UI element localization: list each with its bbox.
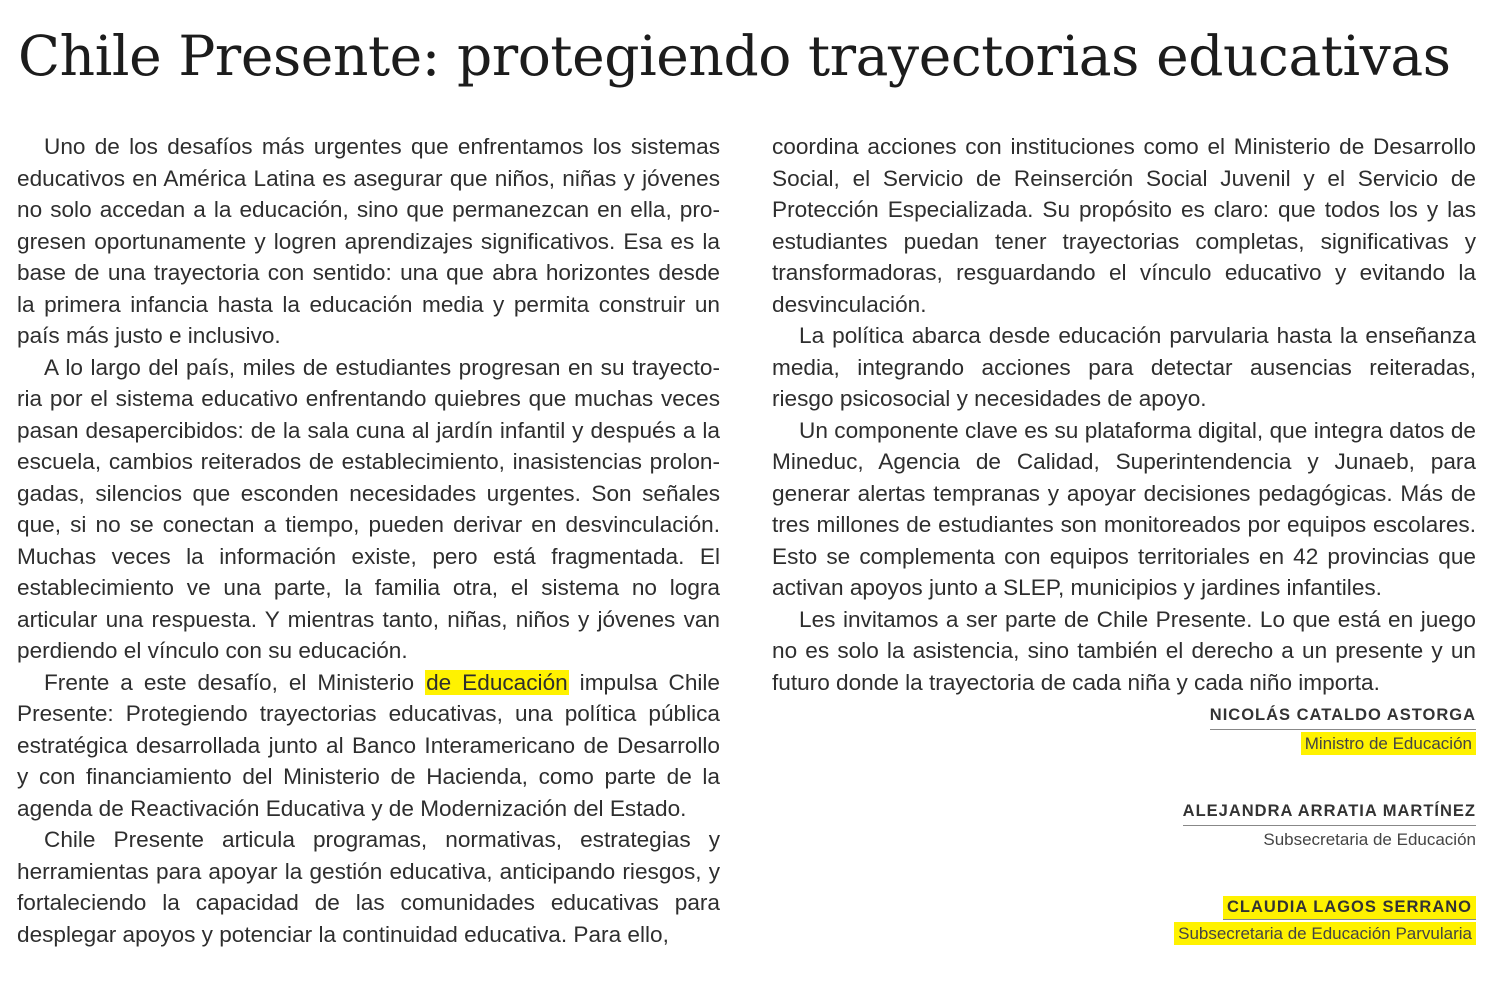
paragraph-text: Frente a este desafío, el Ministerio <box>44 669 426 695</box>
article-column-right <box>772 131 1476 698</box>
signature-undersecretary <box>1183 800 1476 850</box>
paragraph: La política abarca desde educación parvularia hasta la enseñanza media, integrando acciones para detectar ausencias reiteradas, riesgo psicosocial y necesidades de apoyo. <box>772 323 1476 411</box>
paragraph: coordina acciones con instituciones como el Ministerio de Desarrollo Social, el Servicio de Reinserción Social Juvenil y el Servicio de Protección Especializada. Su propósito es claro: que todos los y las estudiantes puedan tener trayectorias completas, significativas y transformadoras, resguardando el vínculo educativo y evitando la desvinculación. <box>772 134 1476 317</box>
paragraph <box>17 667 720 825</box>
signature-undersecretary-parvularia <box>1174 896 1476 944</box>
signer-role: Ministro de Educación <box>1301 732 1476 755</box>
signer-name: CLAUDIA LAGOS SERRANO <box>1223 896 1476 920</box>
paragraph: Les invitamos a ser parte de Chile Presente. Lo que está en juego no es solo la asistencia, sino también el derecho a un presente y un futuro donde la trayectoria de cada niña y cada niño importa. <box>772 606 1476 695</box>
paragraph: Chile Presente articula programas, normativas, estrategias y herramientas para apoyar la gestión educativa, anticipando riesgos, y fortaleciendo la capacidad de las comunidades educativas para desplegar apoyos y potenciar la continuidad educativa. Para ello, <box>17 827 720 947</box>
highlighted-text: de Educación <box>426 669 568 695</box>
article-column-left <box>17 131 720 950</box>
paragraph: Uno de los desafíos más urgentes que enfrentamos los sistemas educativos en América Latina es asegurar que niños, niñas y jóvenes no solo accedan a la educación, sino que permanezcan en ella, progresen oportunamente y logren aprendizajes significativos. Esa es la base de una trayectoria con sentido: una que abra horizontes desde la primera infancia hasta la educación media y permita construir un país más justo e inclusivo. <box>17 134 720 348</box>
article-headline: Chile Presente: protegiendo trayectorias educativas <box>18 24 1451 88</box>
signer-name: NICOLÁS CATALDO ASTORGA <box>1210 704 1476 730</box>
signer-role: Subsecretaria de Educación <box>1263 830 1476 849</box>
paragraph-text: impulsa Chile Presente: Protegiendo trayectorias educativas, una política pública estratégica desarrollada junto al Banco Interamericano de Desarrollo y con financiamiento del Ministerio de Hacienda, como parte de la agenda de Reactivación Educativa y de Modernización del Estado. <box>17 669 720 821</box>
signer-role: Subsecretaria de Educación Parvularia <box>1174 922 1476 945</box>
paragraph: Un componente clave es su plataforma digital, que integra datos de Mineduc, Agencia de Calidad, Superintendencia y Junaeb, para generar alertas tempranas y apoyar decisiones pedagógicas. Más de tres millones de estudiantes son monitoreados por equipos escolares. Esto se complementa con equipos territoriales en 42 provincias que activan apoyos junto a SLEP, municipios y jardines infantiles. <box>772 417 1476 600</box>
paragraph: A lo largo del país, miles de estudiantes progresan en su trayectoria por el sistema educativo enfrentando quiebres que muchas veces pasan desapercibidos: de la sala cuna al jardín infantil y después a la escuela, cambios reiterados de establecimiento, inasistencias prolongadas, silencios que esconden necesidades urgentes. Son señales que, si no se conectan a tiempo, pueden derivar en desvinculación. Muchas veces la información existe, pero está fragmentada. El establecimiento ve una parte, la familia otra, el sistema no logra articular una respuesta. Y mientras tanto, niñas, niños y jóvenes van perdiendo el vínculo con su educación. <box>17 354 720 663</box>
signature-minister <box>1210 704 1476 754</box>
signer-name: ALEJANDRA ARRATIA MARTÍNEZ <box>1183 800 1476 826</box>
